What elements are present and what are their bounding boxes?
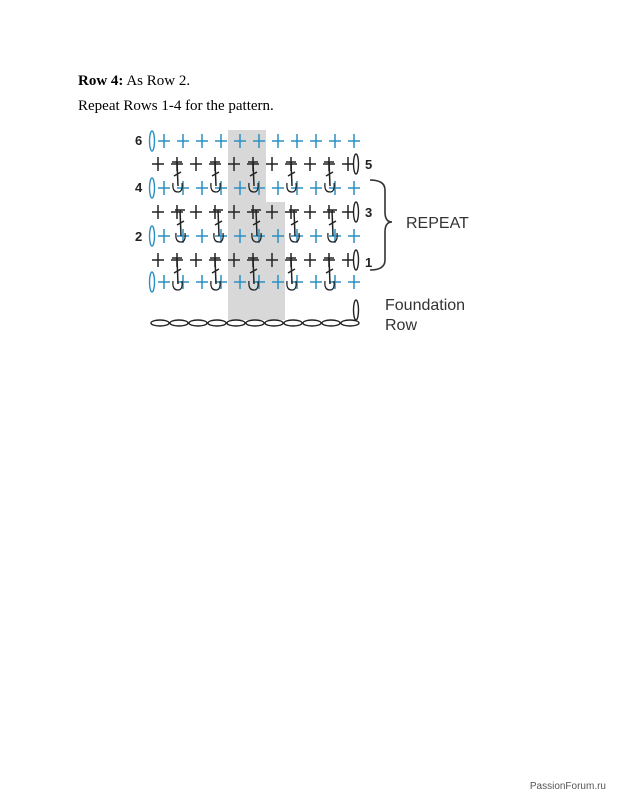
foundation-chain-symbol <box>246 320 264 326</box>
single-crochet-symbol <box>310 181 322 195</box>
row-number-2: 2 <box>135 229 143 244</box>
single-crochet-symbol <box>323 205 335 219</box>
row4-instruction <box>78 72 190 90</box>
single-crochet-symbol <box>152 253 164 267</box>
single-crochet-symbol <box>215 275 227 289</box>
row-number-1: 1 <box>365 255 373 270</box>
turning-chain-symbol <box>354 154 359 174</box>
turning-chain-symbol <box>354 300 359 320</box>
repeat-shade-lower <box>266 202 285 320</box>
single-crochet-symbol <box>177 275 189 289</box>
post-stitch-symbol <box>324 258 334 284</box>
row-number-5: 5 <box>365 157 373 172</box>
single-crochet-symbol <box>190 253 202 267</box>
single-crochet-symbol <box>272 134 284 148</box>
foundation-chain-symbol <box>227 320 245 326</box>
foundation-chain-symbol <box>303 320 321 326</box>
single-crochet-symbol <box>196 134 208 148</box>
single-crochet-symbol <box>272 181 284 195</box>
single-crochet-symbol <box>329 275 341 289</box>
single-crochet-symbol <box>342 157 354 171</box>
post-stitch-symbol <box>286 258 296 284</box>
post-stitch-symbol <box>210 258 220 284</box>
single-crochet-symbol <box>342 205 354 219</box>
single-crochet-symbol <box>348 134 360 148</box>
turning-chain-symbol <box>354 250 359 270</box>
single-crochet-symbol <box>158 134 170 148</box>
single-crochet-symbol <box>348 229 360 243</box>
single-crochet-symbol <box>152 205 164 219</box>
single-crochet-symbol <box>291 134 303 148</box>
single-crochet-symbol <box>158 275 170 289</box>
single-crochet-symbol <box>348 181 360 195</box>
repeat-label: REPEAT <box>406 215 469 232</box>
single-crochet-symbol <box>348 275 360 289</box>
single-crochet-symbol <box>304 205 316 219</box>
row-number-6: 6 <box>135 133 143 148</box>
foundation-chain-symbol <box>208 320 226 326</box>
single-crochet-symbol <box>266 157 278 171</box>
post-stitch-symbol <box>286 162 296 186</box>
single-crochet-symbol <box>196 181 208 195</box>
turning-chain-symbol <box>354 202 359 222</box>
turning-chain-symbol <box>150 226 155 246</box>
foundation-chain-symbol <box>322 320 340 326</box>
single-crochet-symbol <box>342 253 354 267</box>
single-crochet-symbol <box>215 181 227 195</box>
row-number-3: 3 <box>365 205 373 220</box>
single-crochet-symbol <box>310 275 322 289</box>
single-crochet-symbol <box>158 181 170 195</box>
single-crochet-symbol <box>177 134 189 148</box>
post-stitch-symbol <box>210 162 220 186</box>
foundation-label-line2: Row <box>385 317 418 334</box>
single-crochet-symbol <box>215 134 227 148</box>
single-crochet-symbol <box>291 275 303 289</box>
single-crochet-symbol <box>158 229 170 243</box>
foundation-chain-symbol <box>151 320 169 326</box>
row4-label: Row 4: <box>78 73 124 89</box>
single-crochet-symbol <box>285 205 297 219</box>
turning-chain-symbol <box>150 131 155 151</box>
single-crochet-symbol <box>310 229 322 243</box>
foundation-chain-symbol <box>189 320 207 326</box>
post-stitch-symbol <box>172 162 182 186</box>
single-crochet-symbol <box>190 205 202 219</box>
single-crochet-symbol <box>190 157 202 171</box>
single-crochet-symbol <box>304 253 316 267</box>
row-number-4: 4 <box>135 180 143 195</box>
single-crochet-symbol <box>196 229 208 243</box>
crochet-chart <box>135 124 500 339</box>
repeat-brace <box>370 180 392 270</box>
watermark: PassionForum.ru <box>529 781 606 792</box>
foundation-chain-symbol <box>265 320 283 326</box>
post-stitch-symbol <box>324 162 334 186</box>
post-stitch-symbol <box>172 258 182 284</box>
single-crochet-symbol <box>329 134 341 148</box>
single-crochet-symbol <box>171 205 183 219</box>
foundation-chain-symbol <box>284 320 302 326</box>
foundation-label-line1: Foundation <box>385 297 466 314</box>
single-crochet-symbol <box>329 181 341 195</box>
single-crochet-symbol <box>196 275 208 289</box>
turning-chain-symbol <box>150 178 155 198</box>
repeat-instruction: Repeat Rows 1-4 for the pattern. <box>78 98 274 114</box>
single-crochet-symbol <box>209 205 221 219</box>
single-crochet-symbol <box>310 134 322 148</box>
single-crochet-symbol <box>177 181 189 195</box>
row4-body: As Row 2. <box>123 73 191 89</box>
single-crochet-symbol <box>152 157 164 171</box>
foundation-chain-symbol <box>341 320 359 326</box>
turning-chain-symbol <box>150 272 155 292</box>
single-crochet-symbol <box>291 181 303 195</box>
single-crochet-symbol <box>304 157 316 171</box>
foundation-chain-symbol <box>170 320 188 326</box>
